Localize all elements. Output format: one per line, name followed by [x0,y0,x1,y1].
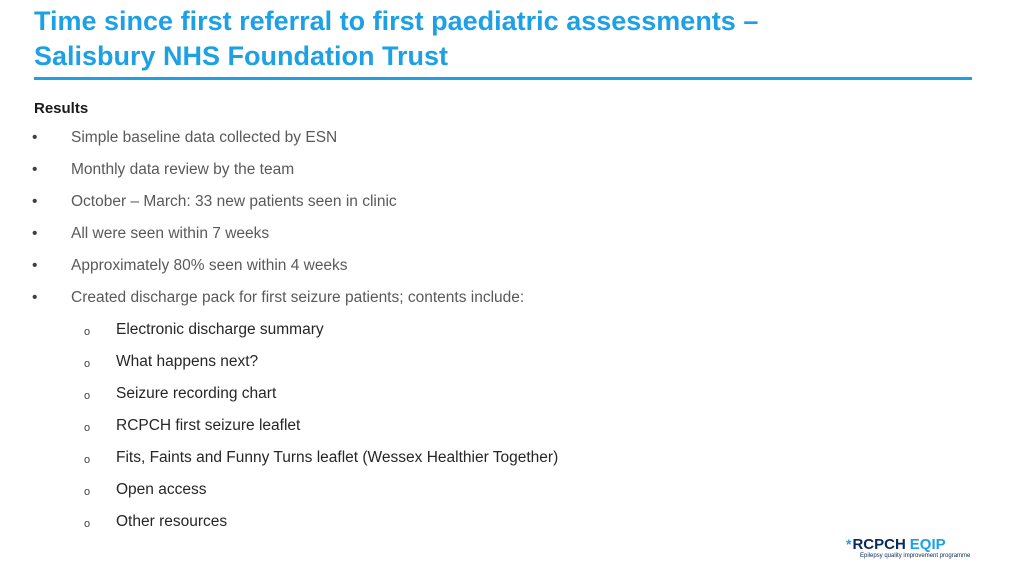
bullet-marker: • [32,129,38,146]
slide-title [34,4,974,74]
star-icon: * [846,536,852,552]
bullet-marker: • [32,289,38,306]
bullet-text: Created discharge pack for first seizure patients; contents include: [71,289,525,306]
sub-bullet-marker: o [84,326,91,338]
bullet-marker: • [32,193,38,210]
sub-bullet-text: Open access [116,481,207,498]
sub-bullet-marker: o [84,518,91,530]
bullet-text: Simple baseline data collected by ESN [71,129,338,146]
bullet-marker: • [32,257,38,274]
sub-bullet-text: RCPCH first seizure leaflet [116,417,301,434]
rcpch-eqip-logo [846,535,982,565]
results-heading: Results [34,100,89,117]
bullet-marker: • [32,161,38,178]
sub-bullet-text: Seizure recording chart [116,385,277,402]
logo-tagline: Epilepsy quality improvement programme [860,553,971,559]
logo-brand: RCPCH [852,536,906,553]
slide-title-line-2: Salisbury NHS Foundation Trust [34,41,449,71]
bullet-marker: • [32,225,38,242]
sub-bullet-marker: o [84,390,91,402]
bullet-text: October – March: 33 new patients seen in clinic [71,193,397,210]
title-underline [34,77,972,80]
sub-bullet-marker: o [84,454,91,466]
sub-bullet-text: What happens next? [116,353,259,370]
sub-bullet-text: Other resources [116,513,228,530]
sub-bullet-text: Fits, Faints and Funny Turns leaflet (Wessex Healthier Together) [116,449,559,466]
sub-bullet-marker: o [84,422,91,434]
sub-bullet-marker: o [84,358,91,370]
bullet-text: All were seen within 7 weeks [71,225,270,242]
sub-bullet-marker: o [84,486,91,498]
logo-product: EQIP [909,536,946,553]
sub-bullet-text: Electronic discharge summary [116,321,324,338]
bullet-text: Monthly data review by the team [71,161,295,178]
slide-title-line-1: Time since first referral to first paediatric assessments – [34,6,759,36]
logo-wordmark [846,535,946,554]
bullet-text: Approximately 80% seen within 4 weeks [71,257,348,274]
